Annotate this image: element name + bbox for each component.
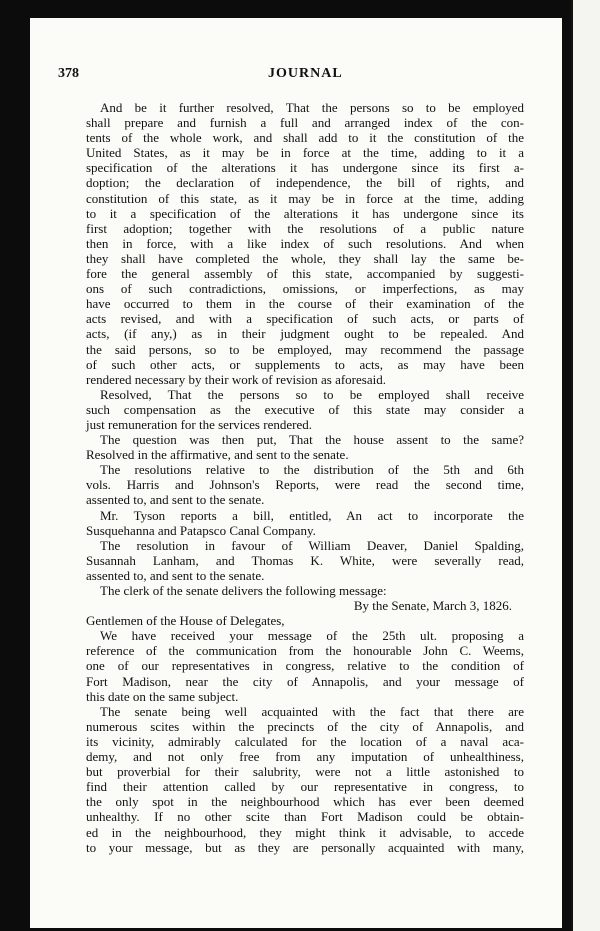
text-line: Susquehanna and Patapsco Canal Company.: [86, 522, 316, 538]
text-line: numerous scites within the precincts of the city of Annapolis, and: [86, 718, 524, 734]
text-line: The clerk of the senate delivers the following message:: [100, 583, 387, 598]
text-line: have occurred to them in the course of their examination of the: [86, 296, 524, 312]
text-line: fore the general assembly of this state, accompanied by suggesti-: [86, 266, 524, 282]
text-line: to it a specification of the alterations it has undergone since its: [86, 205, 524, 221]
text-line: then in force, with a like index of such resolutions. And when: [86, 235, 524, 251]
text-line: acts revised, and with a specification of such acts, or parts of: [86, 311, 524, 327]
text-line: Susannah Lanham, and Thomas K. White, were severally read,: [86, 552, 524, 568]
text-line: unhealthy. If no other scite than Fort Madison could be obtain-: [86, 809, 524, 825]
text-line: Mr. Tyson reports a bill, entitled, An act to incorporate the: [100, 507, 524, 523]
text-line: And be it further resolved, That the persons so to be employed: [100, 100, 524, 115]
text-line: The question was then put, That the house assent to the same?: [100, 432, 524, 448]
text-line: We have received your message of the 25th ult. proposing a: [100, 628, 524, 644]
text-line: find their attention called by our representative in congress, to: [86, 779, 524, 795]
text-line: its vicinity, admirably calculated for the location of a naval aca-: [86, 733, 524, 749]
text-line: By the Senate, March 3, 1826.: [353, 598, 512, 614]
text-line: such compensation as the executive of this state may consider a: [86, 401, 524, 417]
text-line: vols. Harris and Johnson's Reports, were read the second time,: [86, 477, 524, 493]
text-line: this date on the same subject.: [86, 688, 239, 704]
text-line: but proverbial for their salubrity, were not a little astonished to: [86, 764, 524, 780]
text-line: first adoption; together with the resolutions of a public nature: [86, 220, 524, 236]
text-line: doption; the declaration of independence, the bill of rights, and: [86, 175, 524, 191]
text-line: shall prepare and furnish a full and arranged index of the con-: [86, 115, 524, 131]
text-line: they shall have completed the whole, they shall lay the same be-: [86, 250, 524, 266]
text-line: Resolved, That the persons so to be employed shall receive: [100, 386, 524, 402]
text-line: rendered necessary by their work of revision as aforesaid.: [86, 371, 386, 387]
text-line: Fort Madison, near the city of Annapolis, and your message of: [86, 673, 524, 689]
text-line: ed in the neighbourhood, they might think it advisable, to accede: [86, 824, 524, 840]
text-line: assented to, and sent to the senate.: [86, 492, 265, 508]
text-line: to your message, but as they are personally acquainted with many,: [86, 839, 524, 855]
text-line: The senate being well acquainted with the fact that there are: [100, 703, 524, 719]
text-line: assented to, and sent to the senate.: [86, 567, 265, 583]
text-line: acts, (if any,) as in their judgment ought to be repealed. And: [86, 326, 524, 342]
text-line: the only spot in the neighbourhood which has ever been deemed: [86, 794, 524, 810]
text-line: tents of the whole work, and shall add to it the constitution of the: [86, 130, 524, 146]
facing-page-edge: [571, 0, 600, 931]
text-line: Gentlemen of the House of Delegates,: [86, 613, 285, 629]
text-line: ons of such contradictions, omissions, or imperfections, as may: [86, 281, 524, 297]
text-line: just remuneration for the services rendered.: [86, 416, 312, 432]
text-line: The resolution in favour of William Deaver, Daniel Spalding,: [100, 537, 524, 553]
page-number: 378: [58, 66, 79, 81]
text-line: United States, as it may be in force at the time, adding to it a: [86, 145, 524, 161]
text-line: specification of the alterations it has undergone since its first a-: [86, 160, 524, 176]
gutter-shadow: [571, 0, 573, 931]
running-head: JOURNAL: [268, 66, 343, 81]
text-line: demy, and not only free from any imputation of unhealthiness,: [86, 749, 524, 765]
text-line: constitution of this state, as it may be in force at the time, adding: [86, 190, 524, 206]
text-line: the said persons, so to be employed, may recommend the passage: [86, 341, 524, 357]
text-line: one of our representatives in congress, relative to the condition of: [86, 658, 524, 674]
text-line: of such other acts, or supplements to acts, as may have been: [86, 356, 524, 372]
text-line: Resolved in the affirmative, and sent to the senate.: [86, 447, 349, 463]
text-line: The resolutions relative to the distribution of the 5th and 6th: [100, 462, 524, 478]
text-line: reference of the communication from the honourable John C. Weems,: [86, 643, 524, 659]
page-text: [86, 100, 524, 855]
page-header: [58, 66, 528, 86]
